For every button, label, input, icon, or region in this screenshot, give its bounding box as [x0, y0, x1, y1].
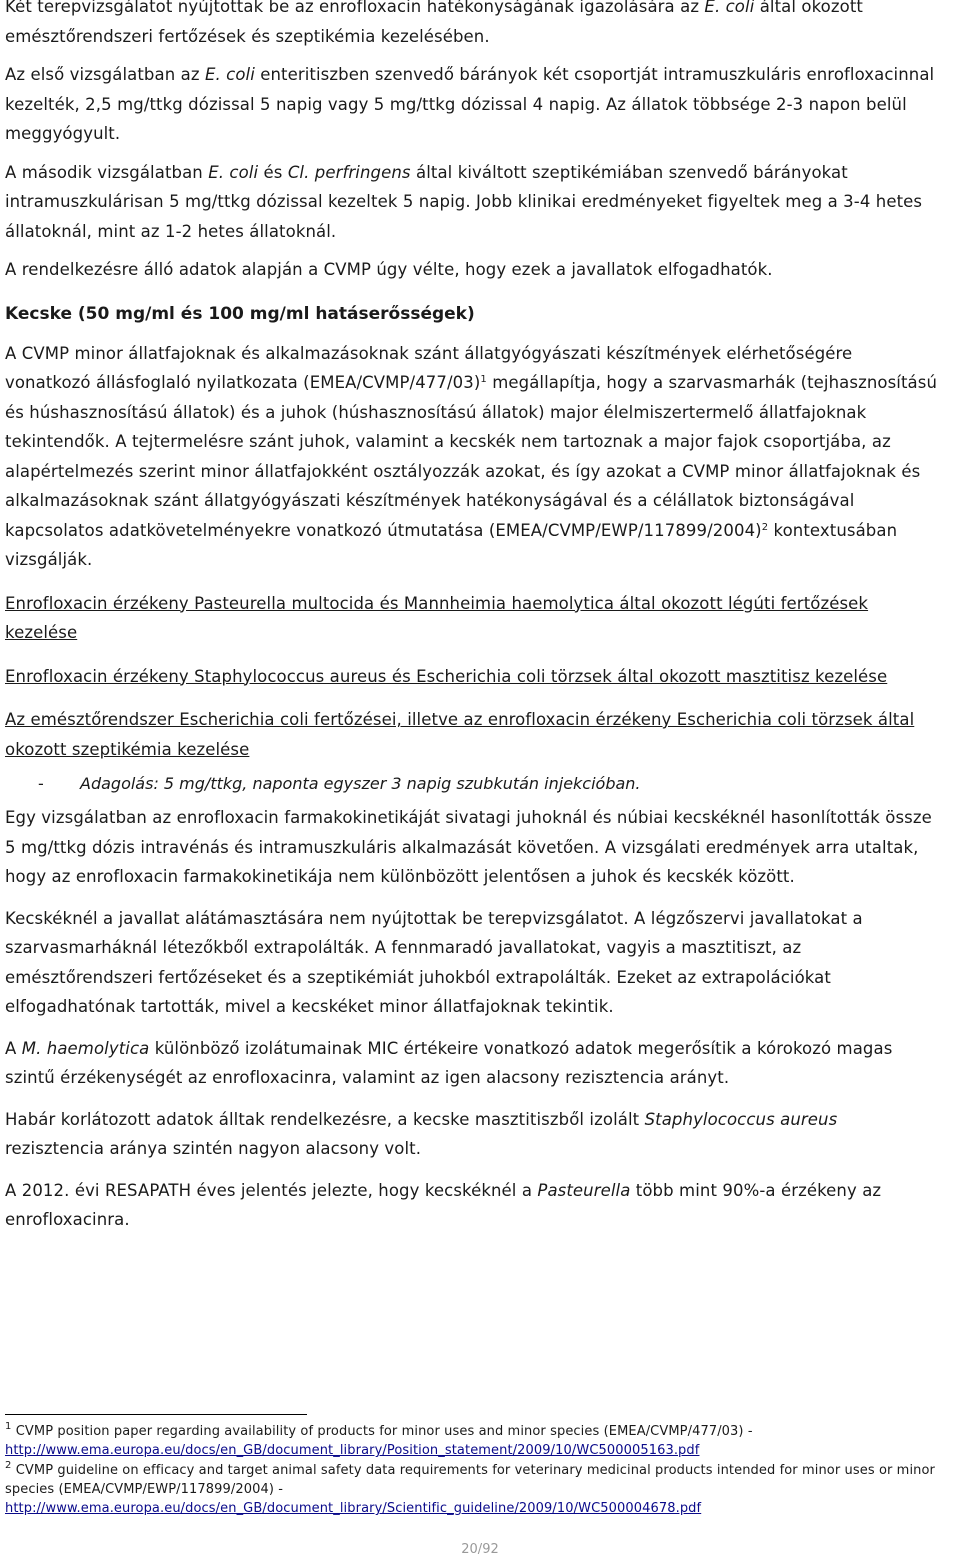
paragraph-first-study: Az első vizsgálatban az E. coli enteritiszben szenvedő bárányok két csoportját intramuszkuláris enrofloxacinnal kezelték, 2,5 mg/ttkg dózissal 5 napig vagy 5 mg/ttkg dózissal 4 napig. Az állatok többsége 2-3 napon belül meggyógyult. [5, 65, 935, 143]
indication-mastitis: Enrofloxacin érzékeny Staphylococcus aureus és Escherichia coli törzsek által okozott masztitisz kezelése [5, 666, 888, 686]
paragraph-mic: A M. haemolytica különböző izolátumainak MIC értékeire vonatkozó adatok megerősítik a kórokozó magas szintű érzékenységét az enrofloxacinra, valamint az igen alacsony rezisztencia arányt. [5, 1038, 893, 1087]
footnote-separator [5, 1414, 307, 1415]
paragraph-pharmacokinetics: Egy vizsgálatban az enrofloxacin farmakokinetikáját sivatagi juhoknál és núbiai kecskéknél hasonlították össze 5 mg/ttkg dózis intravénás és intramuszkuláris alkalmazását követően. A vizsgálati eredmények arra utaltak, hogy az enrofloxacin farmakokinetikája nem különbözött jelentősen a juhok és kecskék között. [5, 808, 932, 886]
footnote-1: $^1$ CVMP position paper regarding availability of products for minor uses and minor species (EMEA/CVMP/477/03) - http://www.ema.europa.eu/docs/en_GB/document_library/Position_statement/2009/10/WC500005163.pdf [5, 1421, 753, 1459]
footnote-2: $^2$ CVMP guideline on efficacy and target animal safety data requirements for veterinary medicinal products intended for minor uses or minor species (EMEA/CVMP/EWP/117899/2004) - http://www.ema.europa.eu/docs/en_GB/document_library/Scientific_guideline/2009/10/WC500004678.pdf [5, 1459, 935, 1517]
section-heading-goat: Kecske (50 mg/ml és 100 mg/ml hatáserősségek) [5, 303, 475, 324]
footnote-2-link[interactable]: http://www.ema.europa.eu/docs/en_GB/document_library/Scientific_guideline/2009/10/WC500004678.pdf [5, 1501, 702, 1517]
bullet-dash: - [38, 774, 44, 793]
dosage-bullet [5, 774, 940, 793]
paragraph-staph-resistance: Habár korlátozott adatok álltak rendelkezésre, a kecske masztitiszből izolált Staphylococcus aureus rezisztencia aránya szintén nagyon alacsony volt. [5, 1109, 838, 1158]
paragraph-resapath: A 2012. évi RESAPATH éves jelentés jelezte, hogy kecskéknél a Pasteurella több mint 90%-a érzékeny az enrofloxacinra. [5, 1180, 882, 1229]
page-number: 20/92 [461, 1542, 499, 1557]
dosage-text: Adagolás: 5 mg/ttkg, naponta egyszer 3 napig szubkután injekcióban. [80, 774, 641, 793]
footnote-1-link[interactable]: http://www.ema.europa.eu/docs/en_GB/document_library/Position_statement/2009/10/WC500005163.pdf [5, 1443, 700, 1459]
paragraph-extrapolation: Kecskéknél a javallat alátámasztására nem nyújtottak be terepvizsgálatot. A légzőszervi javallatokat a szarvasmarháknál létezőkből extrapolálták. A fennmaradó javallatokat, vagyis a masztitiszt, az emésztőrendszeri fertőzéseket és a szeptikémiát juhokból extrapolálták. Ezeket az extrapolációkat elfogadhatónak tartották, mivel a kecskéket minor állatfajoknak tekintik. [5, 908, 863, 1016]
paragraph-intro: Két terepvizsgálatot nyújtottak be az enrofloxacin hatékonyságának igazolására az E. coli által okozott emésztőrendszeri fertőzések és szeptikémia kezelésében. [5, 0, 863, 46]
paragraph-second-study: A második vizsgálatban E. coli és Cl. perfringens által kiváltott szeptikémiában szenvedő bárányokat intramuszkulárisan 5 mg/ttkg dózissal kezeltek 5 napig. Jobb klinikai eredményeket figyeltek meg a 3-4 hetes állatoknál, mint az 1-2 hetes állatoknál. [5, 162, 923, 241]
indication-digestive: Az emésztőrendszer Escherichia coli fertőzései, illetve az enrofloxacin érzékeny Escherichia coli törzsek által okozott szeptikémia kezelése [5, 710, 915, 759]
document-body [5, 0, 940, 1235]
paragraph-minor-species: A CVMP minor állatfajoknak és alkalmazásoknak szánt állatgyógyászati készítmények elérhetőségére vonatkozó állásfoglaló nyilatkozata (EMEA/CVMP/477/03)$^1$ megállapítja, hogy a szarvasmarhák (tejhasznosítású és húshasznosítású állatok) és a juhok (húshasznosítású állatok) major élelmiszertermelő állatfajoknak tekintendők. A tejtermelésre szánt juhok, valamint a kecskék nem tartoznak a major fajok csoportjába, az alapértelmezés szerint minor állatfajokként osztályozzák azokat, és így azokat a CVMP minor állatfajoknak és alkalmazásoknak szánt állatgyógyászati készítmények hatékonyságával és a célállatok biztonságával kapcsolatos adatkövetelményekre vonatkozó útmutatása (EMEA/CVMP/EWP/117899/2004)$^2$ kontextusában vizsgálják. [5, 343, 938, 569]
footnotes [5, 1422, 940, 1518]
paragraph-cvmp-conclusion: A rendelkezésre álló adatok alapján a CVMP úgy vélte, hogy ezek a javallatok elfogadhatók. [5, 260, 773, 279]
indication-respiratory: Enrofloxacin érzékeny Pasteurella multocida és Mannheimia haemolytica által okozott légúti fertőzések kezelése [5, 593, 869, 642]
